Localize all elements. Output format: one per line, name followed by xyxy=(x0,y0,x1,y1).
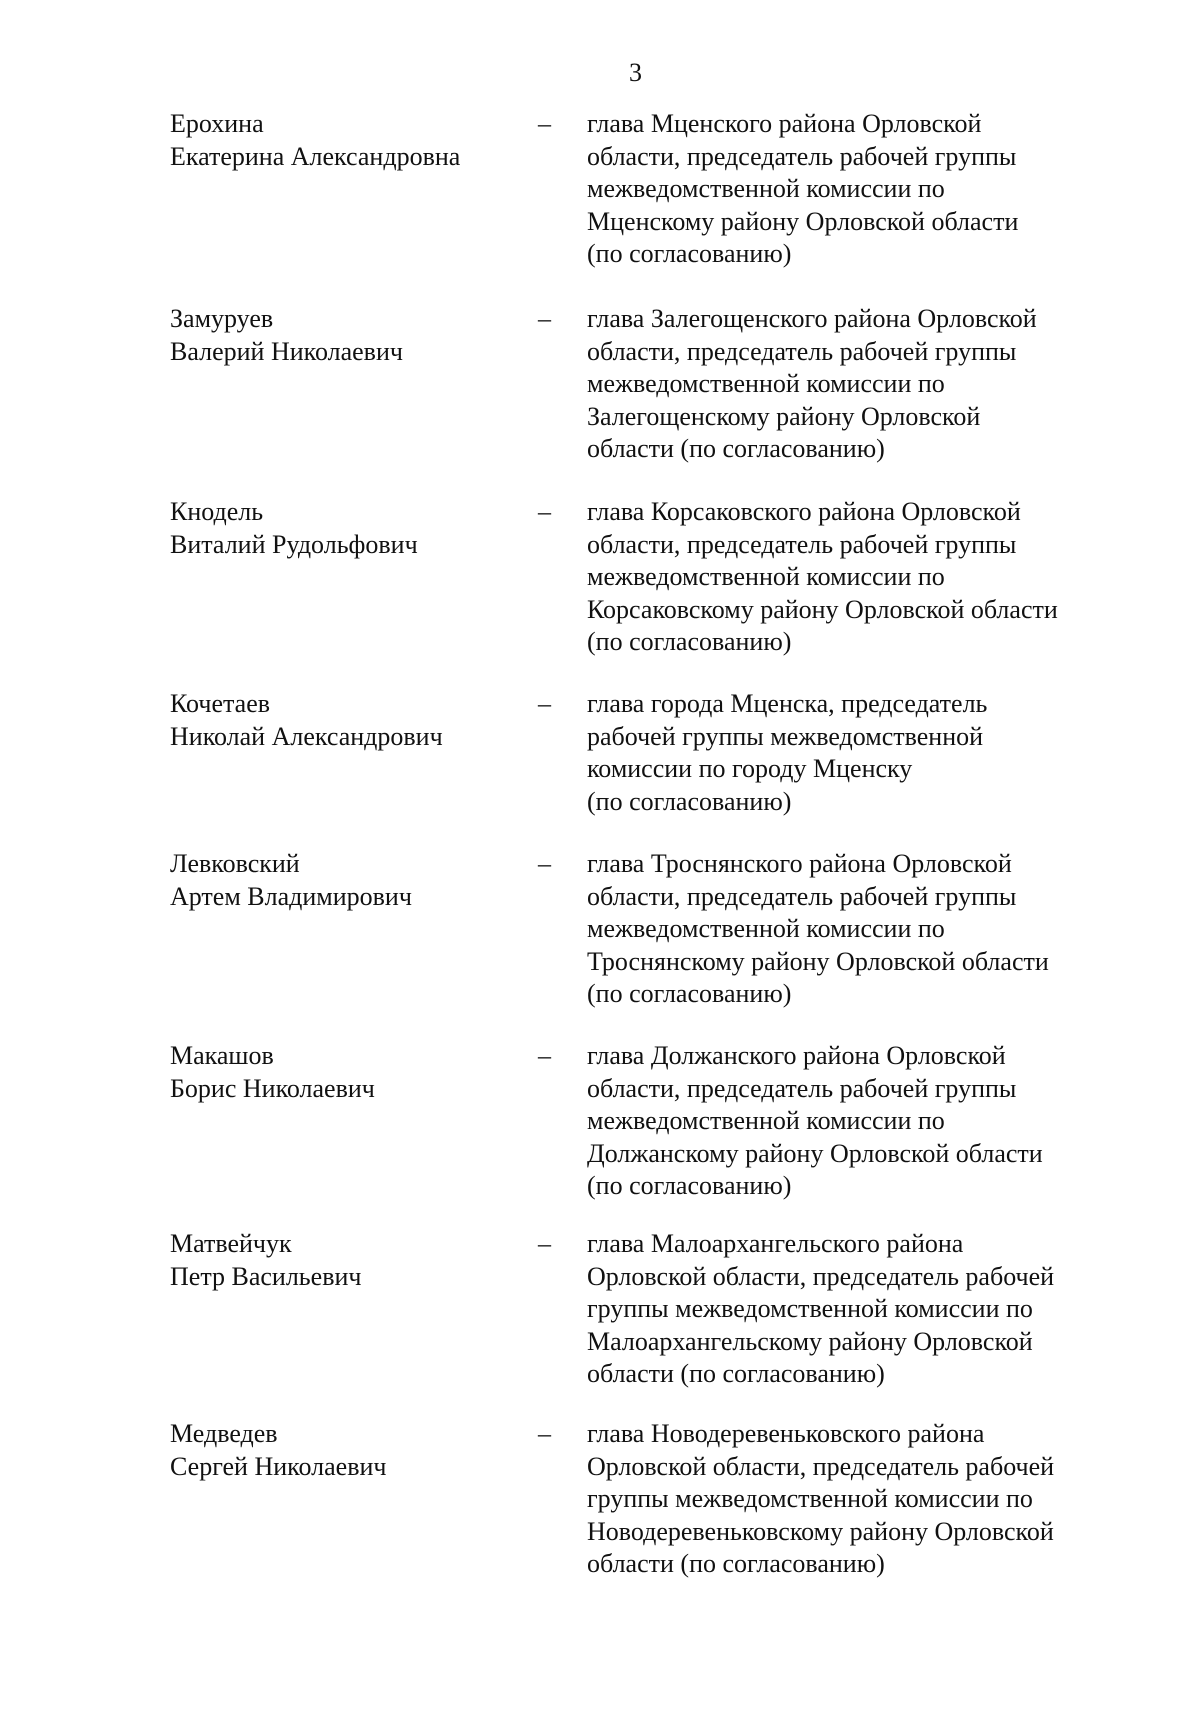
dash-separator: – xyxy=(538,1419,551,1448)
dash-separator: – xyxy=(538,497,551,526)
dash-separator: – xyxy=(538,1041,551,1070)
member-role: глава Мценского района Орловской области, председатель рабочей группы межведомственной комиссии по Мценскому району Орловской области (по согласованию) xyxy=(587,109,1019,268)
member-name: Кочетаев Николай Александрович xyxy=(170,689,443,751)
member-role: глава Должанского района Орловской области, председатель рабочей группы межведомственной комиссии по Должанскому району Орловской области (по согласованию) xyxy=(587,1041,1043,1200)
member-name: Кнодель Виталий Рудольфович xyxy=(170,497,418,559)
member-role: глава Троснянского района Орловской области, председатель рабочей группы межведомственной комиссии по Троснянскому району Орловской области (по согласованию) xyxy=(587,849,1049,1008)
member-name: Левковский Артем Владимирович xyxy=(170,849,412,911)
member-role: глава Новодеревеньковского района Орловской области, председатель рабочей группы межведомственной комиссии по Новодеревеньковскому району Орловской области (по согласованию) xyxy=(587,1419,1055,1578)
dash-separator: – xyxy=(538,849,551,878)
dash-separator: – xyxy=(538,1229,551,1258)
dash-separator: – xyxy=(538,304,551,333)
page-number: 3 xyxy=(629,58,642,87)
member-name: Матвейчук Петр Васильевич xyxy=(170,1229,362,1291)
member-role: глава Залегощенского района Орловской области, председатель рабочей группы межведомственной комиссии по Залегощенскому району Орловской области (по согласованию) xyxy=(587,304,1037,463)
member-role: глава Корсаковского района Орловской области, председатель рабочей группы межведомственной комиссии по Корсаковскому району Орловской области (по согласованию) xyxy=(587,497,1058,656)
member-role: глава Малоархангельского района Орловской области, председатель рабочей группы межведомственной комиссии по Малоархангельскому району Орловской области (по согласованию) xyxy=(587,1229,1055,1388)
dash-separator: – xyxy=(538,109,551,138)
member-role: глава города Мценска, председатель рабочей группы межведомственной комиссии по городу Мценску (по согласованию) xyxy=(587,689,988,816)
member-name: Замуруев Валерий Николаевич xyxy=(170,304,403,366)
member-name: Макашов Борис Николаевич xyxy=(170,1041,375,1103)
dash-separator: – xyxy=(538,689,551,718)
member-name: Ерохина Екатерина Александровна xyxy=(170,109,461,171)
member-name: Медведев Сергей Николаевич xyxy=(170,1419,387,1481)
